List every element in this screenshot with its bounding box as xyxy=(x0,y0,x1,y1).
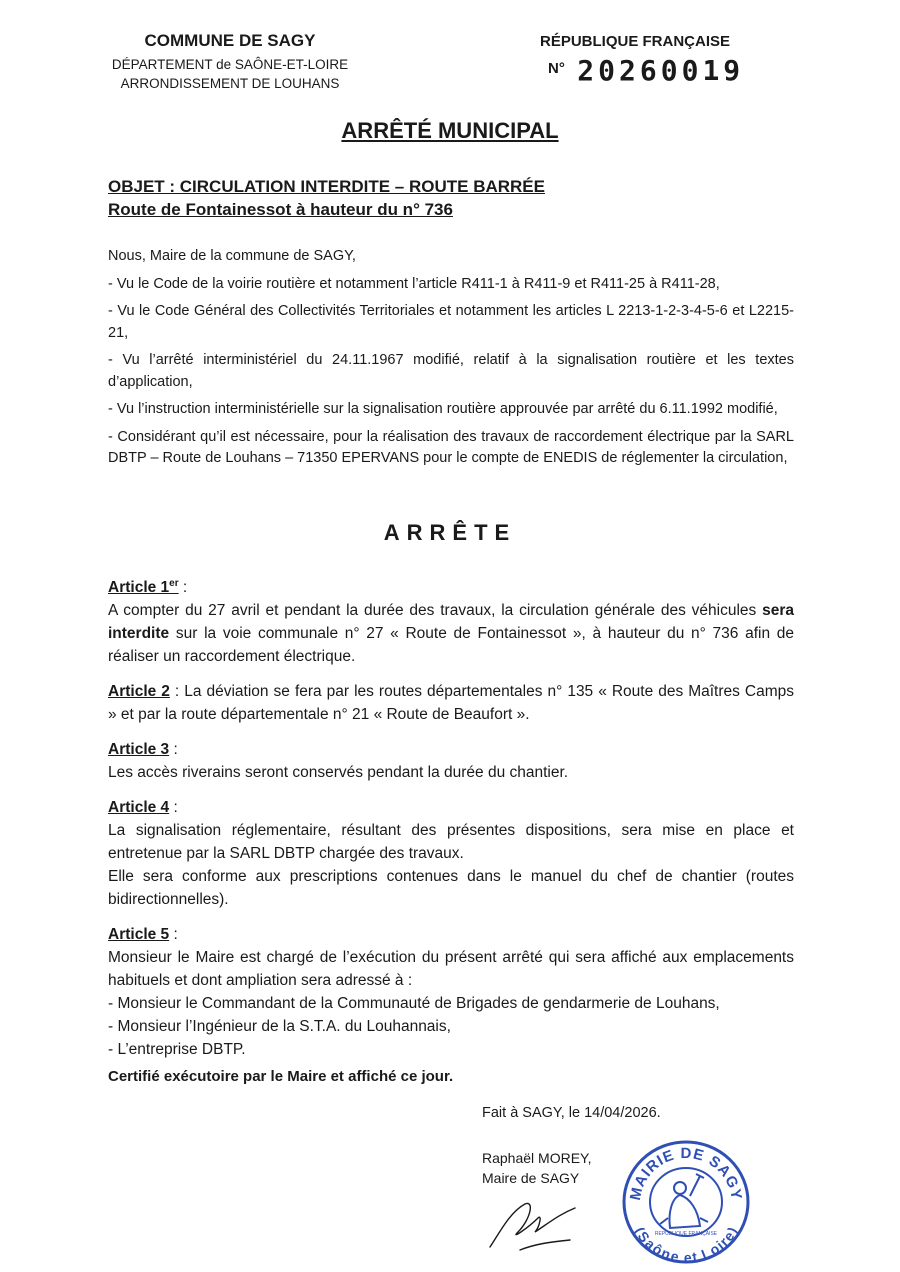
article-5: Article 5 : Monsieur le Maire est chargé de l’exécution du présent arrêté qui sera affiché aux emplacements habituels et dont ampliation sera adressé à : - Monsieur le Commandant de la Communauté de Brigades de gendarmerie de Louhans, - Monsieur l’Ingénieur de la S.T.A. du Louhannais, - L’entreprise DBTP. xyxy=(108,923,794,1061)
article-text: Elle sera conforme aux prescriptions contenues dans le manuel du chef de chantier (routes bidirectionnelles). xyxy=(108,868,794,909)
objet-line-1: OBJET : CIRCULATION INTERDITE – ROUTE BARRÉE xyxy=(108,177,545,196)
objet-block xyxy=(108,175,545,221)
handwritten-signature xyxy=(480,1192,600,1267)
seal-inner-text: REPUBLIQUE FRANÇAISE xyxy=(654,1231,718,1237)
signer-name: Raphaël MOREY, xyxy=(482,1150,592,1166)
commune-name: COMMUNE DE SAGY xyxy=(144,31,316,50)
preamble-line: - Vu le Code Général des Collectivités Territoriales et notamment les articles L 2213-1-2-3-4-5-6 et L2215-21, xyxy=(108,303,794,341)
arrete-heading: ARRÊTE xyxy=(383,520,517,545)
preamble-line: - Vu l’arrêté interministériel du 24.11.1967 modifié, relatif à la signalisation routière et les textes d’application, xyxy=(108,352,794,390)
recipient: - L’entreprise DBTP. xyxy=(108,1041,246,1059)
certification: Certifié exécutoire par le Maire et affiché ce jour. xyxy=(108,1068,454,1085)
signer-block xyxy=(482,1148,591,1188)
article-title: Article 1er xyxy=(108,578,179,597)
article-4: Article 4 : La signalisation réglementaire, résultant des présentes dispositions, sera mise en place et entretenue par la SARL DBTP chargée des travaux. Elle sera conforme aux prescriptions contenues dans le manuel du chef de chantier (routes bidirectionnelles). xyxy=(108,796,794,911)
article-title: Article 4 xyxy=(108,799,170,817)
seal-bottom-text: (Saône et Loire) xyxy=(631,1224,741,1266)
article-text: Les accès riverains seront conservés pendant la durée du chantier. xyxy=(108,764,569,782)
number-label: N° xyxy=(548,60,565,77)
decree-number: 20260019 xyxy=(577,54,745,87)
articles xyxy=(108,572,794,1073)
article-title: Article 5 xyxy=(108,926,170,944)
preamble-line: - Considérant qu’il est nécessaire, pour la réalisation des travaux de raccordement électrique par la SARL DBTP – Route de Louhans – 71350 EPERVANS pour le compte de ENEDIS de réglementer la circulation, xyxy=(108,428,794,466)
svg-text:MAIRIE DE SAGY xyxy=(627,1145,745,1202)
article-text: A compter du 27 avril et pendant la durée des travaux, la circulation générale des véhicules sera interdite sur la voie communale n° 27 « Route de Fontainessot », à hauteur du n° 736 afin de réaliser un raccordement électrique. xyxy=(108,602,794,666)
article-3: Article 3 : Les accès riverains seront conservés pendant la durée du chantier. xyxy=(108,738,794,784)
article-title: Article 2 xyxy=(108,683,170,701)
article-text: La signalisation réglementaire, résultant des présentes dispositions, sera mise en place et entretenue par la SARL DBTP chargée des travaux. xyxy=(108,822,794,863)
departement-line: DÉPARTEMENT de SAÔNE-ET-LOIRE xyxy=(111,57,349,72)
preamble-line: - Vu le Code de la voirie routière et notamment l’article R411-1 à R411-9 et R411-25 à R411-28, xyxy=(108,275,720,292)
republic-block xyxy=(540,32,760,87)
document-title: ARRÊTÉ MUNICIPAL xyxy=(341,118,559,143)
signer-role: Maire de SAGY xyxy=(482,1170,580,1186)
article-text: Monsieur le Maire est chargé de l’exécution du présent arrêté qui sera affiché aux emplacements habituels et dont ampliation sera adressé à : xyxy=(108,949,794,990)
preamble-line: Nous, Maire de la commune de SAGY, xyxy=(108,248,356,264)
mairie-seal xyxy=(620,1138,752,1271)
decree-number-row xyxy=(540,54,760,87)
preamble-line: - Vu l’instruction interministérielle sur la signalisation routière approuvée par arrêté du 6.11.1992 modifié, xyxy=(108,401,778,417)
date-place: Fait à SAGY, le 14/04/2026. xyxy=(482,1105,661,1121)
recipient: - Monsieur l’Ingénieur de la S.T.A. du Louhannais, xyxy=(108,1018,451,1036)
article-2: Article 2 : La déviation se fera par les routes départementales n° 135 « Route des Maîtres Camps » et par la route départementale n° 21 « Route de Beaufort ». xyxy=(108,683,795,724)
article-title: Article 3 xyxy=(108,741,170,759)
republique-line: RÉPUBLIQUE FRANÇAISE xyxy=(540,33,731,50)
article-1: Article 1er : A compter du 27 avril et pendant la durée des travaux, la circulation générale des véhicules sera interdite sur la voie communale n° 27 « Route de Fontainessot », à hauteur du n° 736 afin de réaliser un raccordement électrique. xyxy=(108,572,794,668)
article-text: La déviation se fera par les routes départementales n° 135 « Route des Maîtres Camps » et par la route départementale n° 21 « Route de Beaufort ». xyxy=(108,683,795,724)
issuer-block xyxy=(100,30,360,93)
preamble xyxy=(108,246,794,476)
recipient: - Monsieur le Commandant de la Communauté de Brigades de gendarmerie de Louhans, xyxy=(108,995,720,1013)
objet-line-2: Route de Fontainessot à hauteur du n° 736 xyxy=(108,200,453,219)
arrondissement-line: ARRONDISSEMENT DE LOUHANS xyxy=(120,76,340,91)
seal-top-text: MAIRIE DE SAGY xyxy=(626,1144,746,1202)
